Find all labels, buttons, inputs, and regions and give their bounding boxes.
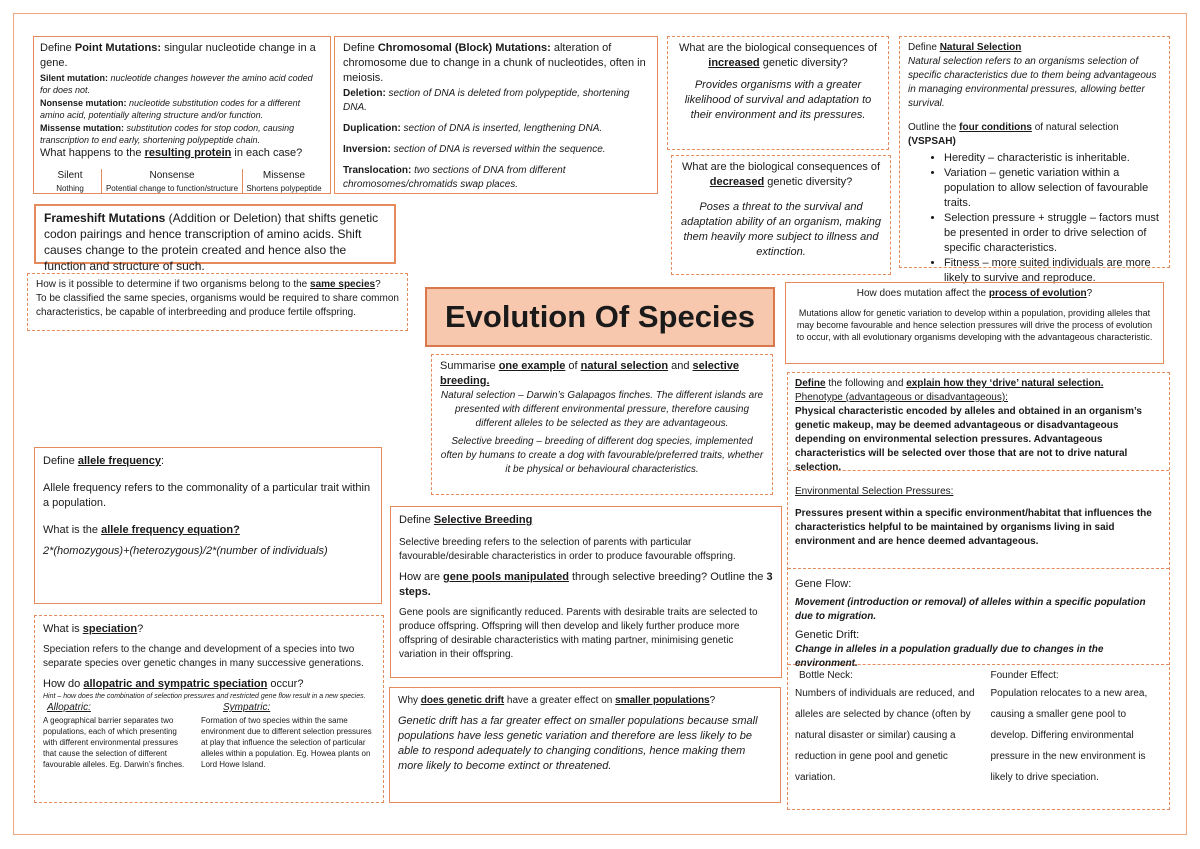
mutation-evolution-box: [785, 282, 1164, 364]
drift-small-question: Why does genetic drift have a greater effect on smaller populations?: [398, 695, 716, 706]
speciation-question: What is speciation?: [43, 623, 144, 635]
allopatric-text: A geographical barrier separates two populations, each of which presenting with different environmental pressures that cause the selection of different favourable alleles. Eg. Darwin’s finches.: [43, 716, 185, 769]
founder-text: Population relocates to a new area, causing a smaller gene pool to develop. Differing environmental pressure in the new environment is likely to drive speciation.: [990, 688, 1148, 783]
result-silent: Silent Nothing: [56, 170, 84, 193]
flow-drift-section: [788, 569, 1169, 669]
natural-selection-box: [899, 36, 1170, 284]
bottleneck-text: Numbers of individuals are reduced, and alleles are selected by chance (often by natural disaster or similar) causing a reduction in gene pool and genetic variation.: [795, 688, 975, 783]
protein-results: [40, 169, 324, 194]
speciation-question-2: How do allopatric and sympatric speciation occur?: [43, 678, 304, 690]
increased-question: What are the biological consequences of increased genetic diversity?: [678, 42, 878, 69]
chromosomal-heading: Define Chromosomal (Block) Mutations: alteration of chromosome due to change in a chunk of nucleotides, often in meiosis.: [343, 42, 646, 84]
allopatric-col: [43, 701, 193, 770]
ns-definition: Natural selection refers to an organisms selection of specific characteristics due to them being advantageous in managing environmental pressures, allowing better survival.: [908, 56, 1157, 109]
bottleneck-col: [795, 669, 984, 805]
nonsense-def: Nonsense mutation: nucleotide substitution codes for a different amino acid, potentially altering structure and/or function.: [40, 98, 301, 120]
sb-question: How are gene pools manipulated through selective breeding? Outline the 3 steps.: [399, 571, 773, 598]
frameshift-box: [34, 204, 396, 273]
decreased-diversity-box: [671, 155, 891, 275]
silent-def: Silent mutation: nucleotide changes however the amino acid coded for does not.: [40, 73, 313, 95]
allopatric-heading: Allopatric:: [47, 702, 91, 713]
ns-outline: Outline the four conditions of natural selection (VSPSAH): [908, 122, 1119, 147]
point-question: What happens to the resulting protein in each case?: [40, 147, 303, 159]
sb-definition: Selective breeding refers to the selection of parents with particular favourable/desirable characteristics in order to produce favourable offspring.: [399, 537, 736, 562]
phenotype-section: [788, 373, 1169, 471]
mutation-evolution-question: How does mutation affect the process of evolution?: [856, 288, 1093, 299]
sb-heading: Define Selective Breeding: [399, 514, 533, 526]
sympatric-col: [201, 701, 375, 770]
phenotype-text: Physical characteristic encoded by alleles and obtained in an organism’s genetic makeup, may be deemed advantageous or disadvantageous depending on environmental selection pressures. Advantageous characteristics will be selected over those that are not to drive natural selection.: [795, 406, 1142, 473]
chromosomal-mutations-box: [334, 36, 658, 194]
speciation-types: [43, 701, 375, 770]
genetic-drift-heading: Genetic Drift:: [795, 629, 860, 641]
speciation-box: [34, 615, 384, 803]
environment-section: [788, 471, 1169, 569]
frameshift-text: Frameshift Mutations (Addition or Deletion) that shifts genetic codon pairings and hence transcription of amino acids. Shift causes change to the protein created and hence also the function and structure of such.: [44, 211, 379, 273]
sympatric-text: Formation of two species within the same environment due to different selection pressures at play that influence the selection of particular alleles within a population. Eg. Howea plants on Lord Howe Island.: [201, 716, 372, 769]
drive-selection-box: [787, 372, 1170, 810]
point-heading: Define Point Mutations: singular nucleotide change in a gene.: [40, 42, 316, 69]
ns-condition: • Fitness – more suited individuals are more likely to survive and reproduce.: [944, 256, 1161, 286]
point-mutations-box: [33, 36, 331, 194]
founder-col: [984, 669, 1162, 805]
allele-equation: 2*(homozygous)+(heterozygous)/2*(number of individuals): [43, 545, 328, 557]
increased-answer: Provides organisms with a greater likelihood of survival and adaptation to their environment and its pressures.: [684, 79, 872, 121]
founder-heading: Founder Effect:: [990, 670, 1059, 681]
example-selective: Selective breeding – breeding of different dog species, implemented often by humans to create a dog with favourable/preferred traits, whether it be physical or behavioural characteristics.: [440, 436, 764, 475]
drift-small-answer: Genetic drift has a far greater effect on smaller populations because small populations have less genetic variation and therefore are less likely to be able to respond adequately to changing conditions, hence making them more likely to become extinct or threatened.: [398, 715, 758, 772]
allele-question: What is the allele frequency equation?: [43, 524, 240, 536]
decreased-answer: Poses a threat to the survival and adaptation ability of an organism, making them heavily more subject to illness and extinction.: [681, 201, 881, 258]
ns-condition: • Selection pressure + struggle – factors must be presented in order to drive selection of specific characteristics.: [944, 211, 1161, 256]
decreased-question: What are the biological consequences of decreased genetic diversity?: [681, 161, 881, 188]
translocation-def: Translocation: two sections of DNA from different chromosomes/chromatids swap places.: [343, 165, 566, 190]
ns-condition: • Variation – genetic variation within a population to allow selection of favourable traits.: [944, 166, 1161, 211]
example-box: [431, 354, 773, 495]
gene-flow-heading: Gene Flow:: [795, 578, 852, 590]
duplication-def: Duplication: section of DNA is inserted, lengthening DNA.: [343, 123, 603, 134]
bottleneck-heading: Bottle Neck:: [799, 670, 853, 681]
ns-condition: • Heredity – characteristic is inheritable.: [944, 151, 1161, 166]
ns-conditions-list: [908, 151, 1161, 286]
page-title: Evolution Of Species: [425, 287, 775, 347]
mutation-evolution-answer: Mutations allow for genetic variation to develop within a population, providing alleles that may become favourable and hence selection pressures will drive the process of evolution to occur, with all evolutionary organisms developing with the advantageous characteristic.: [796, 308, 1153, 342]
result-missense: Missense Shortens polypeptide: [246, 170, 322, 193]
bottleneck-founder-section: [788, 665, 1169, 809]
allele-definition: Allele frequency refers to the commonality of a particular trait within a population.: [43, 482, 371, 509]
sb-answer: Gene pools are significantly reduced. Parents with desirable traits are selected to produce offspring. Offspring will then develop and likely further produce more offspring of desirable characteristics with mating partner, minimising genetic variation in their offspring.: [399, 607, 758, 660]
speciation-answer: Speciation refers to the change and development of a species into two separate species over genetic changes in many successive generations.: [43, 644, 364, 669]
sympatric-heading: Sympatric:: [223, 702, 271, 713]
result-nonsense: Nonsense Potential change to function/structure: [101, 169, 243, 194]
increased-diversity-box: [667, 36, 889, 150]
example-question: Summarise one example of natural selection and selective breeding.: [440, 360, 739, 387]
selective-breeding-box: [390, 506, 782, 678]
speciation-hint: Hint – how does the combination of selection pressures and restricted gene flow result in a new species.: [43, 693, 366, 700]
same-species-box: [27, 273, 408, 331]
genetic-drift-text: Change in alleles in a population gradually due to changes in the environment.: [795, 644, 1104, 669]
environment-heading: Environmental Selection Pressures:: [795, 486, 954, 497]
missense-def: Missense mutation: substitution codes for stop codon, causing transcription to end early, shortening polypeptide chain.: [40, 123, 295, 145]
ns-heading: Define Natural Selection: [908, 42, 1022, 53]
same-species-answer: To be classified the same species, organisms would be required to share common characteristics, be capable of interbreeding and produce fertile offspring.: [36, 293, 399, 318]
drift-small-box: [389, 687, 781, 803]
same-species-question: How is it possible to determine if two organisms belong to the same species?: [36, 279, 381, 290]
environment-text: Pressures present within a specific environment/habitat that influences the characteristics helpful to be maintained by organisms living in said environment and are hence deemed advantageous.: [795, 508, 1152, 547]
phenotype-heading: Phenotype (advantageous or disadvantageous):: [795, 392, 1008, 403]
inversion-def: Inversion: section of DNA is reversed within the sequence.: [343, 144, 606, 155]
allele-frequency-box: [34, 447, 382, 604]
gene-flow-text: Movement (introduction or removal) of alleles within a specific population due to migration.: [795, 597, 1146, 622]
example-natural: Natural selection – Darwin’s Galapagos finches. The different islands are presented with different environmental pressure, therefore causing different alleles to be selected as they are advantageous.: [440, 390, 764, 429]
drive-question: Define the following and explain how they ‘drive’ natural selection.: [795, 378, 1104, 389]
allele-heading: Define allele frequency:: [43, 455, 165, 467]
deletion-def: Deletion: section of DNA is deleted from polypeptide, shortening DNA.: [343, 88, 630, 113]
